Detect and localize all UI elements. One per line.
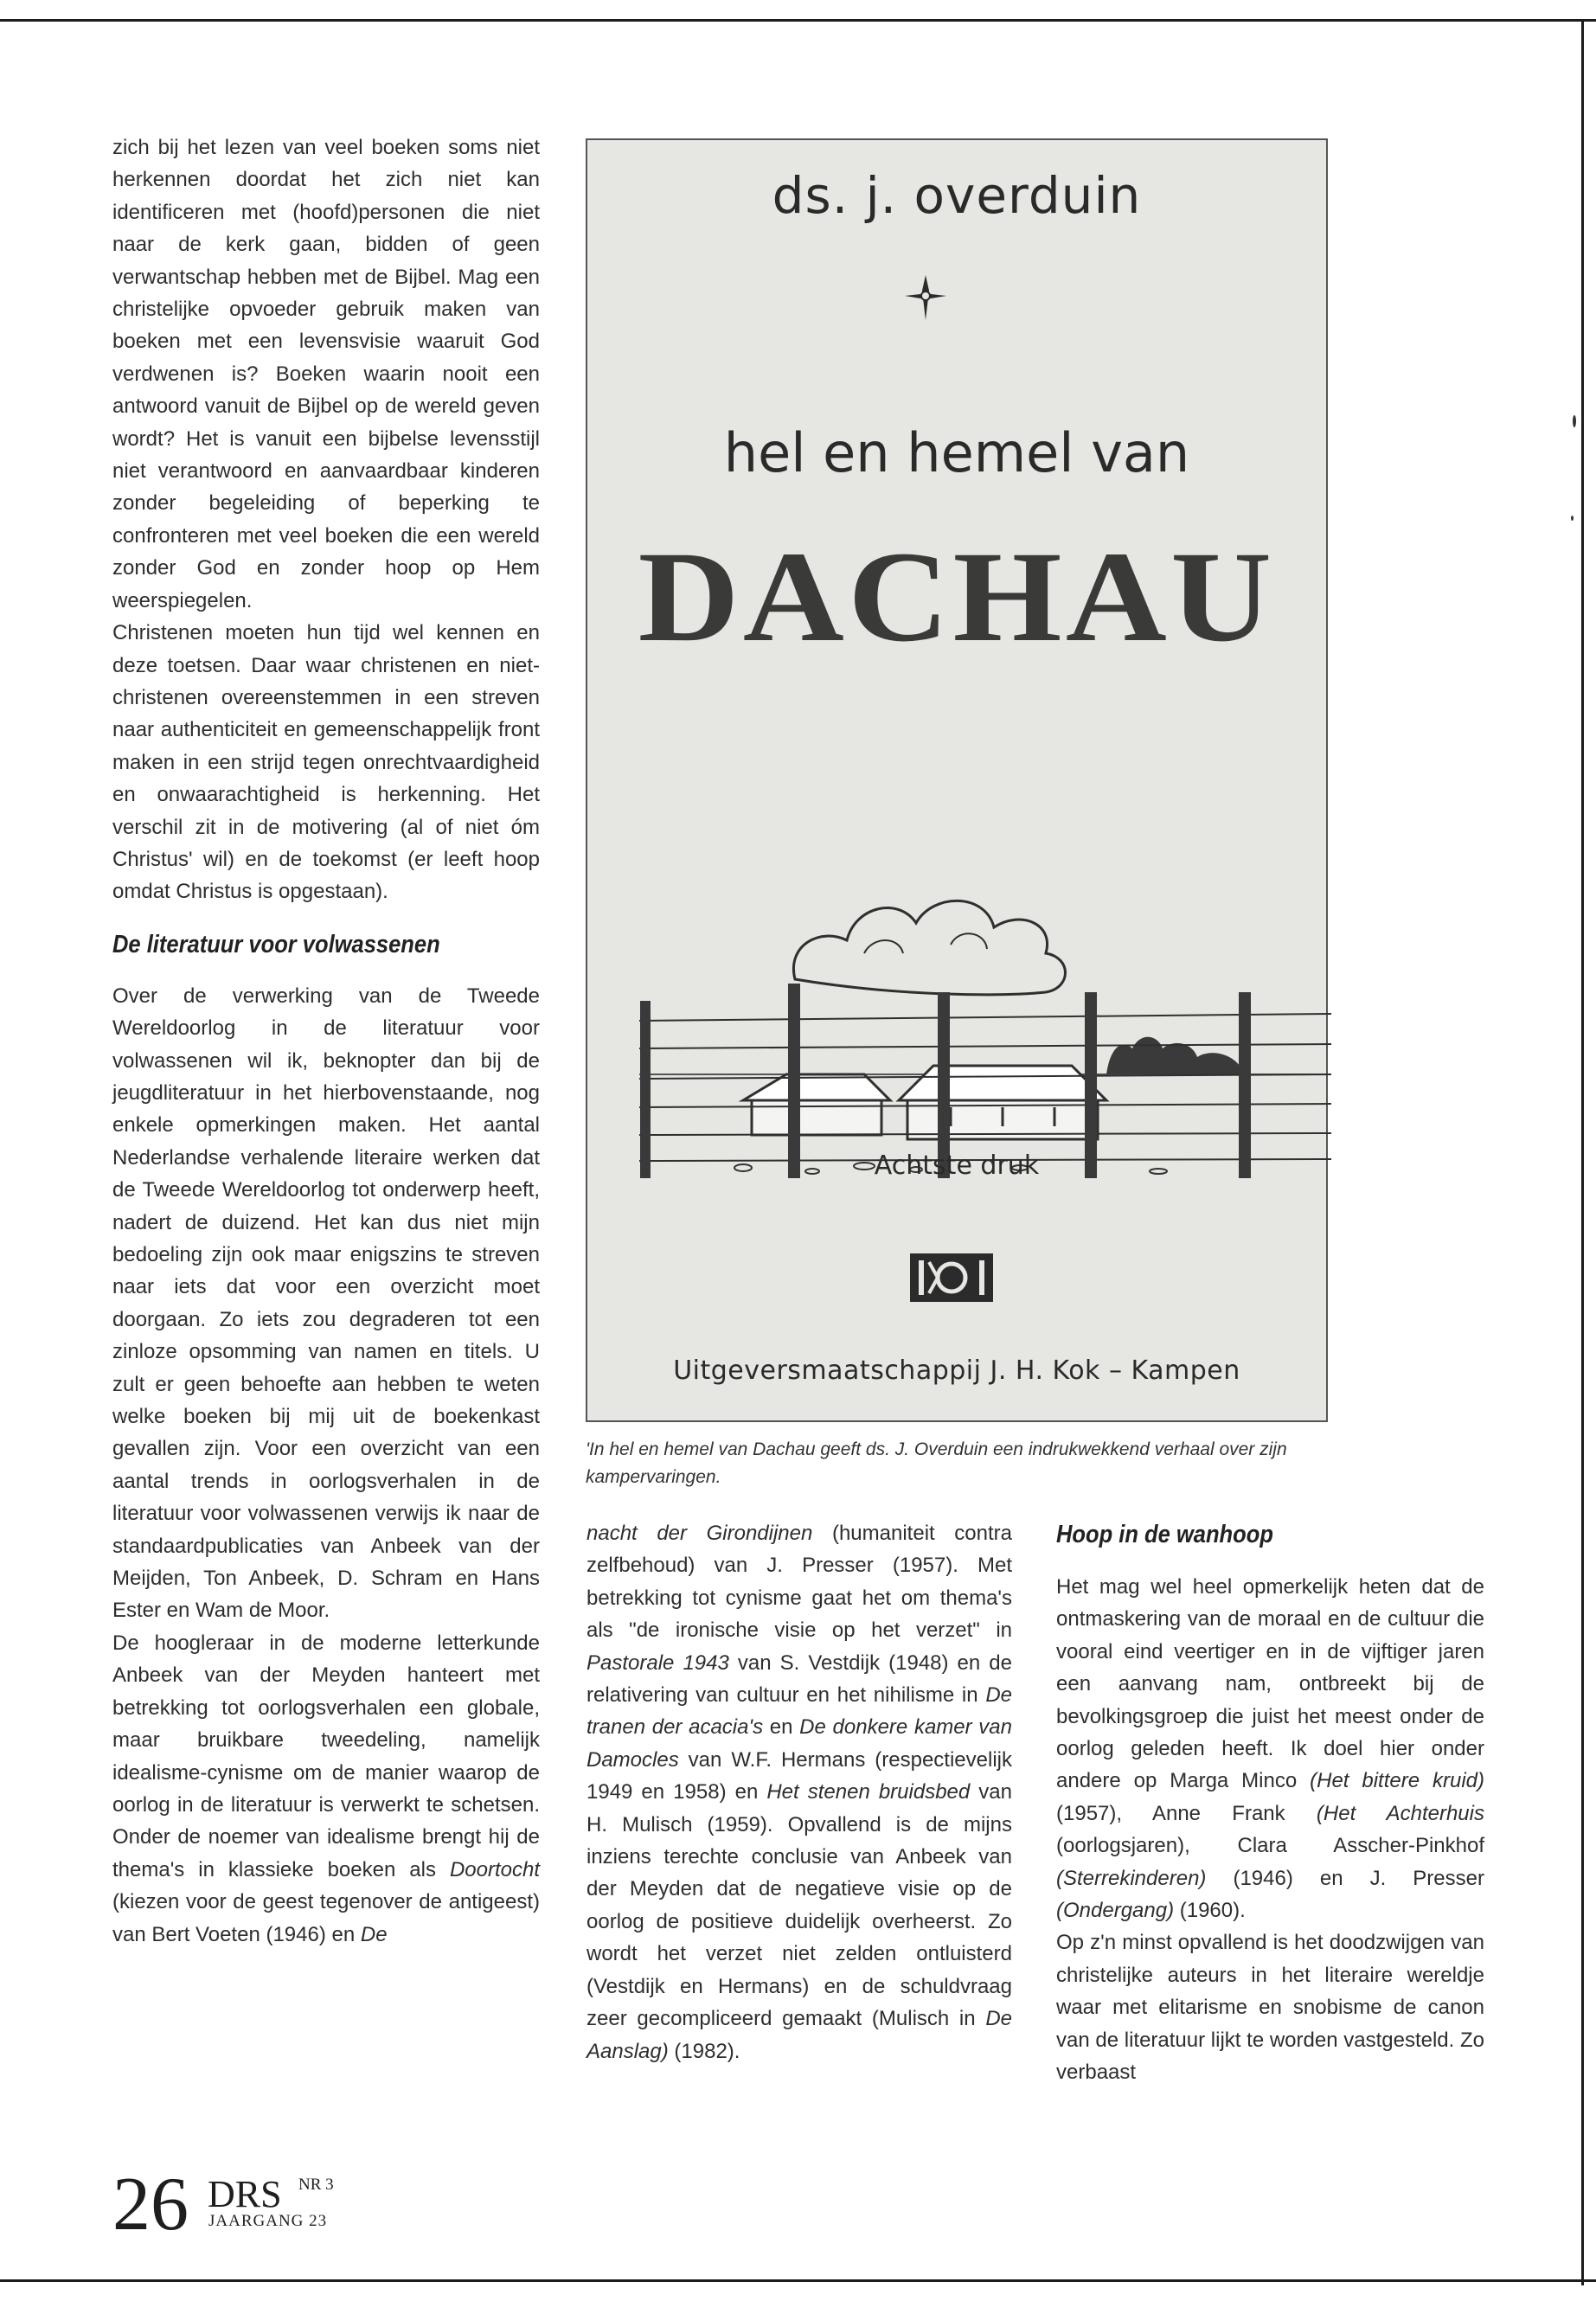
text-run: (humaniteit contra zelfbehoud) van J. Presser (1957). Met betrekking tot cynisme gaat het om thema's als "de ironische visie op het verzet" in <box>586 1522 1012 1643</box>
book-title: (Het Achterhuis <box>1316 1801 1484 1825</box>
cover-publisher: Uitgeversmaatschappij J. H. Kok – Kampen <box>673 1356 1240 1386</box>
camp-fence-illustration <box>639 694 1331 1178</box>
paragraph <box>112 1627 540 1951</box>
page-number: 26 <box>112 2163 189 2247</box>
book-title: Doortocht <box>449 1857 540 1881</box>
section-heading: De literatuur voor volwassenen <box>112 930 440 958</box>
text-run: (1960). <box>1174 1899 1246 1923</box>
text-run: (kiezen voor de geest tegenover de antigeest) van Bert Voeten (1946) en <box>112 1890 540 1946</box>
text-run: (1957), Anne Frank <box>1056 1801 1317 1825</box>
volume-label: JAARGANG 23 <box>208 2212 328 2230</box>
book-title: Pastorale 1943 <box>586 1650 729 1675</box>
text-run: De hoogleraar in de moderne letterkunde Anbeek van der Meyden hanteert met betrekking tot oorlogsverhalen een globale, maar bruikbare tweedeling, namelijk idealisme-cynisme om de manier waarop de oorlog in de literatuur is verwerkt te schetsen. Onder de noemer van idealisme brengt hij de thema's in klassieke boeken als <box>112 1631 540 1881</box>
book-title: De Aanslag) <box>586 2007 1012 2063</box>
text-run: Het mag wel heel opmerkelijk heten dat de ontmaskering van de moraal en de cultuur die vooral eind veertiger en in de vijftiger jaren een aanvang nam, ontbreekt bij de bevolkingsgroep die juist het meest onder de oorlog geleden heeft. Ik doel hier onder andere op Marga Minco <box>1056 1575 1484 1793</box>
cross-ornament-icon <box>900 272 952 324</box>
text-run: (oorlogsjaren), Clara Asscher-Pinkhof <box>1056 1834 1484 1858</box>
text-run: (1946) en J. Presser <box>1206 1866 1484 1890</box>
image-caption: 'In hel en hemel van Dachau geeft ds. J. Overduin een indrukwekkend verhaal over zijn kampervaringen. <box>586 1439 1287 1487</box>
scan-speck <box>1573 415 1576 427</box>
book-title: nacht der Girondijnen <box>586 1522 813 1545</box>
book-title: De <box>360 1922 388 1946</box>
book-title: (Het bittere kruid) <box>1310 1769 1484 1793</box>
book-title: (Ondergang) <box>1056 1899 1175 1923</box>
paragraph <box>1056 1571 1484 1926</box>
text-run: van H. Mulisch (1959). Opvallend is de mijns inziens terechte conclusie van Anbeek van der Meyden dat de negatieve visie op de oorlog de positieve duidelijk overheerst. Zo wordt het verzet niet zelden ontluisterd (Vestdijk en Hermans) en de schuldvraag zeer gecompliceerd gemaakt (Mulisch in <box>586 1780 1012 2031</box>
paragraph: Christenen moeten hun tijd wel kennen en deze toetsen. Daar waar christenen en niet-christenen overeenstemmen in een streven naar authenticiteit en gemeenschappelijk front maken in een strijd tegen onrechtvaardigheid en onwaarachtigheid is herkenning. Het verschil zit in de motivering (al of niet óm Christus' wil) en de toekomst (er leeft hoop omdat Christus is opgestaan). <box>112 621 540 904</box>
section-heading: Hoop in de wanhoop <box>1056 1521 1273 1548</box>
page-bottom-rule <box>0 2279 1596 2282</box>
article-column-2 <box>586 1517 1012 2067</box>
text-run: en <box>763 1715 800 1740</box>
cover-title: DACHAU <box>638 525 1276 669</box>
article-column-3 <box>1056 1517 1484 2089</box>
text-run: (1982). <box>668 2039 740 2063</box>
cover-subtitle: hel en hemel van <box>723 421 1190 484</box>
text-run: van S. Vestdijk (1948) en de relativering van cultuur en het nihilisme in <box>586 1650 1013 1708</box>
page-top-rule <box>0 19 1596 22</box>
book-title: (Sterrekinderen) <box>1056 1866 1207 1890</box>
cover-author: ds. j. overduin <box>772 166 1142 225</box>
book-title: De tranen der acacia's <box>586 1683 1012 1740</box>
article-column-1 <box>112 131 540 1951</box>
text-run: van W.F. Hermans (respectievelijk 1949 en 1958) en <box>586 1747 1012 1804</box>
paragraph: Op z'n minst opvallend is het doodzwijgen van christelijke auteurs in het literaire wereldje waar met elitarisme en snobisme de canon van de literatuur lijkt te worden vastgesteld. Zo verbaast <box>1056 1931 1484 2085</box>
cover-edition: Achtste druk <box>874 1150 1040 1181</box>
magazine-name: DRS <box>208 2173 282 2215</box>
page-right-edge <box>1581 19 1584 2285</box>
paragraph: Over de verwerking van de Tweede Wereldoorlog in de literatuur voor volwassenen wil ik, beknopter dan bij de jeugdliteratuur in het hierbovenstaande, nog enkele opmerkingen maken. Het aantal Nederlandse verhalende literaire werken dat de Tweede Wereldoorlog tot onderwerp heeft, nadert de duizend. Het kan dus niet mijn bedoeling zijn ook maar enigszins te streven naar iets dat voor een overzicht moet doorgaan. Zo iets zou degraderen tot een zinloze opsomming van namen en titels. U zult er geen behoefte aan hebben te weten welke boeken bij mij uit de boekenkast gevallen zijn. Voor een overzicht van een aantal trends in oorlogsverhalen in de literatuur voor volwassenen verwijs ik naar de standaardpublicaties van Anbeek van der Meijden, Ton Anbeek, D. Schram en Hans Ester en Wam de Moor. <box>112 984 540 1623</box>
book-title: Het stenen bruidsbed <box>766 1780 971 1804</box>
book-cover-image <box>586 138 1328 1422</box>
scan-speck <box>1571 516 1574 521</box>
kok-publisher-logo-icon <box>910 1253 993 1302</box>
paragraph: zich bij het lezen van veel boeken soms niet herkennen doordat het zich niet kan identificeren met (hoofd)personen die niet naar de kerk gaan, bidden of geen verwantschap hebben met de Bijbel. Mag een christelijke opvoeder gebruik maken van boeken met een levensvisie waaruit God verdwenen is? Boeken waarin nooit een antwoord vanuit de Bijbel op de wereld geven wordt? Het is vanuit een bijbelse levensstijl niet verantwoord en aanvaardbaar kinderen zonder begeleiding of beperking te confronteren met veel boeken die een wereld zonder God en zonder hoop op Hem weerspiegelen. <box>112 136 540 612</box>
issue-number: NR 3 <box>298 2176 334 2194</box>
book-title: De donkere kamer van Damocles <box>586 1715 1013 1772</box>
paragraph <box>586 1517 1012 2067</box>
